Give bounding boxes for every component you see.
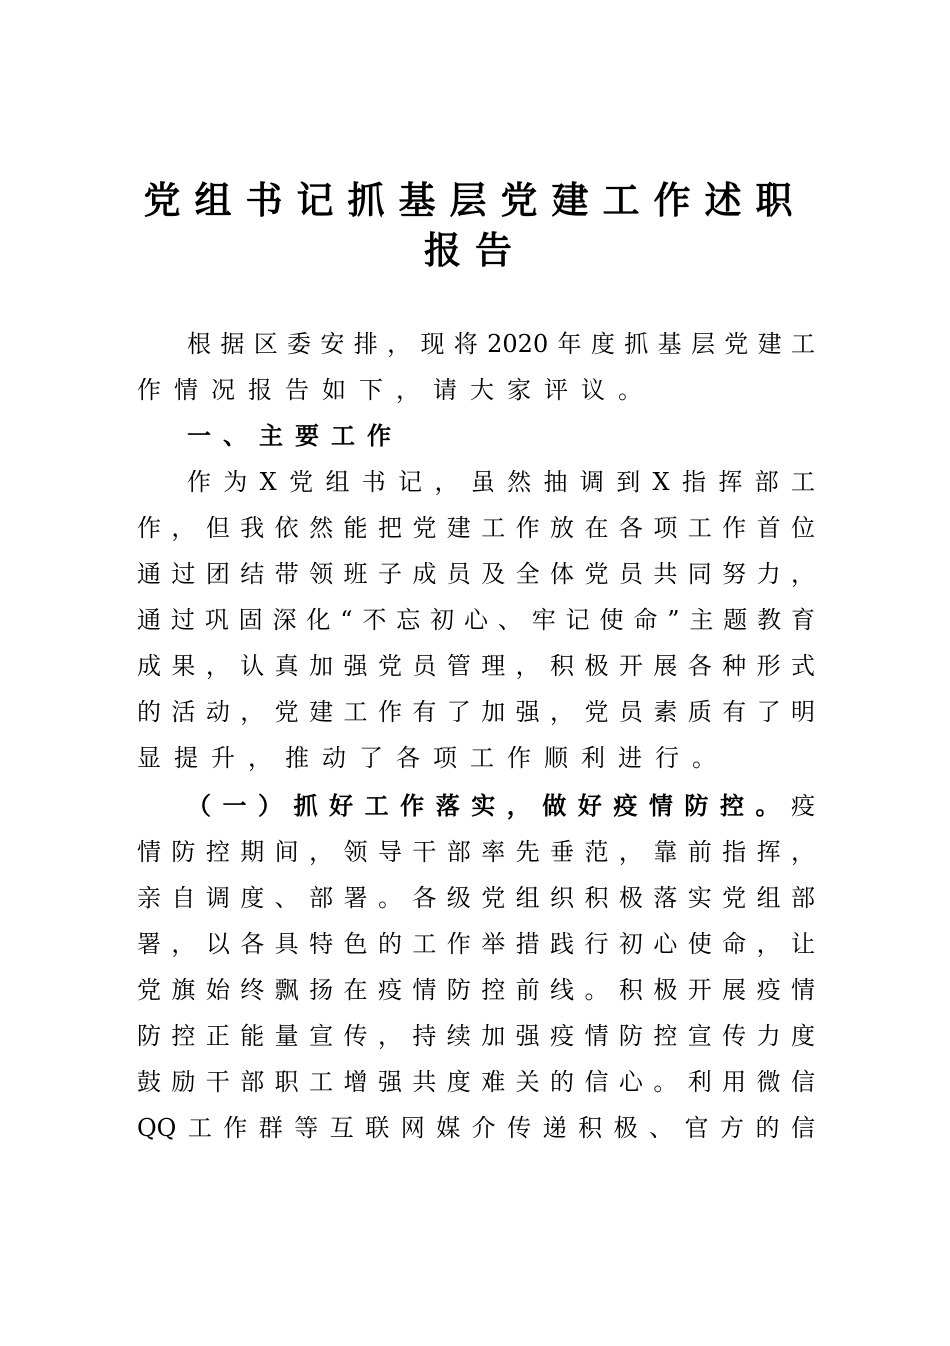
subsection-1-first-line — [187, 786, 815, 826]
document-title-line-2: 报告 — [424, 228, 526, 272]
para2-line: QQ工作群等互联网媒介传递积极、官方的信 — [137, 1114, 815, 1142]
intro-line-2: 作情况报告如下，请大家评议。 — [137, 376, 655, 404]
section-heading-main-work: 一、主要工作 — [187, 421, 403, 450]
para1-line: 通过巩固深化“不忘初心、牢记使命”主题教育 — [137, 606, 815, 634]
subsection-1-heading: （一）抓好工作落实，做好疫情防控。 — [187, 791, 791, 820]
para2-line: 鼓励干部职工增强共度难关的信心。利用微信 — [137, 1068, 815, 1096]
para2-line: 署，以各具特色的工作举措践行初心使命，让 — [137, 930, 815, 958]
document-title-line-1: 党组书记抓基层党建工作述职 — [143, 178, 807, 222]
para1-line: 的活动，党建工作有了加强，党员素质有了明 — [137, 698, 815, 726]
para1-line: 显提升，推动了各项工作顺利进行。 — [137, 744, 729, 772]
para1-line: 通过团结带领班子成员及全体党员共同努力， — [137, 560, 815, 588]
para1-line: 作为X党组书记，虽然抽调到X指挥部工 — [187, 468, 815, 496]
para1-line: 成果，认真加强党员管理，积极开展各种形式 — [137, 652, 815, 680]
intro-line-1: 根据区委安排，现将2020年度抓基层党建工 — [187, 330, 815, 358]
para2-line: 防控正能量宣传，持续加强疫情防控宣传力度 — [137, 1022, 815, 1050]
para1-line: 作，但我依然能把党建工作放在各项工作首位 — [137, 514, 815, 542]
subsection-1-first-tail: 疫 — [791, 792, 815, 820]
para2-line: 亲自调度、部署。各级党组织积极落实党组部 — [137, 884, 815, 912]
para2-line: 情防控期间，领导干部率先垂范，靠前指挥， — [137, 838, 815, 866]
para2-line: 党旗始终飘扬在疫情防控前线。积极开展疫情 — [137, 976, 815, 1004]
